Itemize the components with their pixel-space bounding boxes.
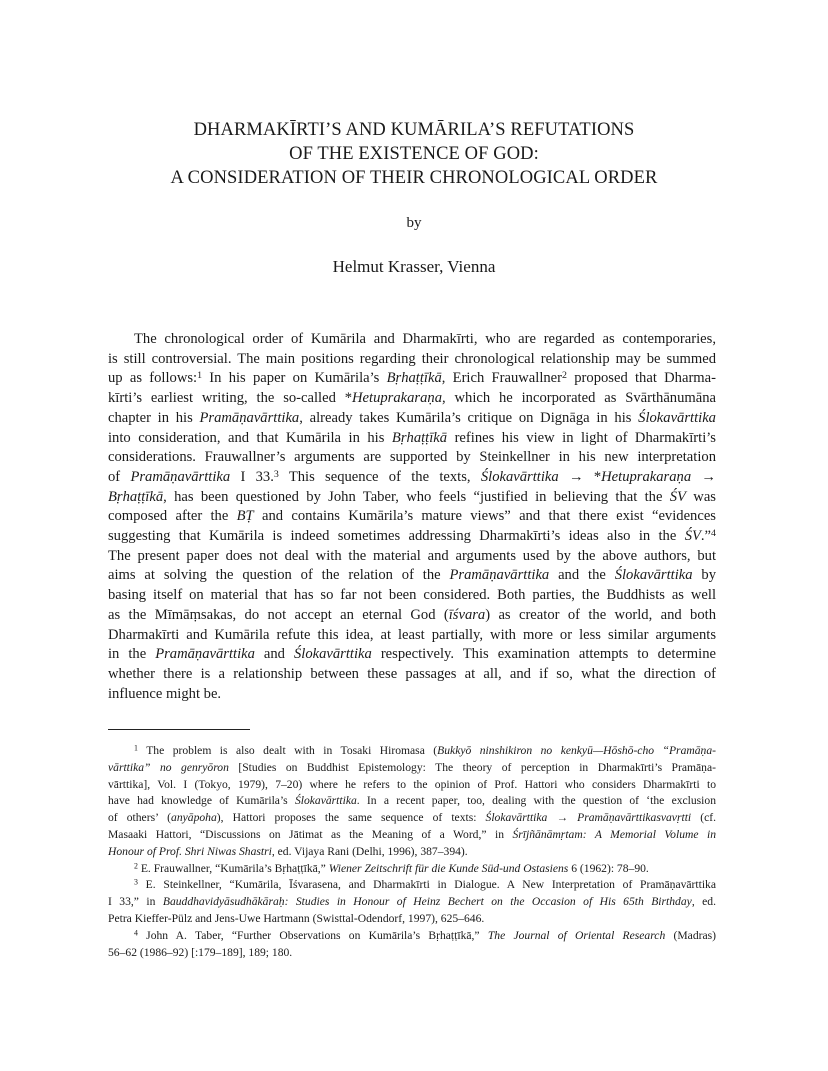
body-line: Dharmakīrti and Kumārila refute this idea, at least partially, with more or less similar arguments [108, 626, 716, 643]
body-line: up as follows:$^1$ In his paper on Kumārila’s Bṛhaṭṭīkā, Erich Frauwallner$^2$ proposed that Dharma- [108, 370, 716, 387]
body-line: Bṛhaṭṭīkā, has been questioned by John Taber, who feels “justified in believing that the ŚV was [108, 488, 716, 505]
footnote-line: Honour of Prof. Shri Niwas Shastri, ed. Vijaya Rani (Delhi, 1996), 387–394). [108, 844, 468, 858]
footnote-line: have had knowledge of Kumārila’s Ślokavārttika. In a recent paper, too, dealing with the question of ‘the exclusion [108, 794, 716, 808]
footnote-line: Masaaki Hattori, “Discussions on Jātimat as the Meaning of a Word,” in Śrījñānāmṛtam: A Memorial Volume in [108, 827, 717, 841]
footnote-line: 56–62 (1986–92) [:179–189], 189; 180. [108, 945, 293, 959]
title-line-2: OF THE EXISTENCE OF GOD: [289, 144, 539, 164]
byline: by [406, 215, 422, 231]
footnote-line: I 33,” in Bauddhavidyāsudhākāraḥ: Studies in Honour of Heinz Bechert on the Occasion of His 65th Birthday, ed. [108, 895, 716, 909]
body-line: is still controversial. The main positions regarding their chronological relationship may be summed [108, 350, 716, 367]
body-line: composed after the BṬ and contains Kumārila’s mature views” and that there exist “evidences [108, 508, 716, 525]
body-line: kīrti’s earliest writing, the so-called *Hetuprakaraṇa, which he incorporated as Svārthānumāna [108, 390, 716, 407]
footnote-ref: 1 [197, 370, 203, 382]
body-line: in the Pramāṇavārttika and Ślokavārttika respectively. This examination attempts to determine [108, 646, 716, 663]
footnote-line: of others’ (anyāpoha), Hattori proposes the same sequence of texts: Ślokavārttika → Pramāṇavārttikasvavṛtti (cf. [108, 811, 716, 825]
footnote-ref: 3 [273, 468, 279, 480]
footnote-3: $^3$ E. Steinkellner, “Kumārila, Īśvarasena, and Dharmakīrti in Dialogue. A New Interpretation of Pramāṇavārttika [134, 878, 716, 892]
body-line: basing itself on material that has so far not been considered. Both parties, the Buddhists as well [108, 587, 716, 604]
title-line-1: DHARMAKĪRTI’S AND KUMĀRILA’S REFUTATIONS [193, 120, 635, 140]
body-line: as the Mīmāṃsakas, do not accept an eternal God (īśvara) as creator of the world, and both [108, 606, 716, 623]
footnote-separator [108, 729, 250, 730]
author-name: Helmut Krasser, Vienna [332, 257, 496, 276]
footnote-4: $^4$ John A. Taber, “Further Observations on Kumārila’s Bṛhaṭṭīkā,” The Journal of Oriental Research (Madras) [134, 928, 716, 942]
footnote-2: $^2$ E. Frauwallner, “Kumārila’s Bṛhaṭṭīkā,” Wiener Zeitschrift für die Kunde Süd-und Ostasiens 6 (1962): 78–90. [134, 861, 649, 875]
body-line: of Pramāṇavārttika I 33.$^3$ This sequence of the texts, Ślokavārttika → *Hetuprakaraṇa → [108, 468, 716, 485]
body-line: whether there is a relationship between these passages at all, and if so, what the direction of [108, 665, 716, 682]
footnote-line: Petra Kieffer-Pülz and Jens-Uwe Hartmann (Swisttal-Odendorf, 1997), 625–646. [108, 911, 485, 925]
body-line: into consideration, and that Kumārila in his Bṛhaṭṭīkā refines his view in light of Dharmakīrti’s [108, 429, 716, 446]
body-line: influence might be. [108, 685, 222, 702]
footnote-1: $^1$ The problem is also dealt with in Tosaki Hiromasa (Bukkyō ninshikiron no kenkyū—Hōshō-cho “Pramāṇa- [134, 743, 716, 757]
body-line: The chronological order of Kumārila and Dharmakīrti, who are regarded as contemporaries, [134, 331, 716, 347]
footnote-line: vārttika], Vol. I (Tokyo, 1979), 7–20) where he refers to the opinion of Prof. Hattori who considers Dharmakīrti to [108, 777, 716, 791]
article-title [0, 118, 828, 190]
footnote-ref: 2 [562, 370, 567, 382]
footnotes [108, 743, 716, 961]
footnote-line: vārttika” no genryōron [Studies on Buddhist Epistemology: The theory of perception in Dharmakīrti’s Pramāṇa- [108, 760, 716, 774]
body-line: considerations. Frauwallner’s arguments are supported by Steinkellner in his new interpretation [108, 449, 716, 466]
body-line: The present paper does not deal with the material and arguments used by the above authors, but [108, 547, 716, 564]
body-line: suggesting that Kumārila is indeed sometimes addressing Dharmakīrti’s ideas also in the ŚV.”$^4$ [108, 527, 716, 545]
body-paragraph [108, 330, 716, 704]
title-line-3: A CONSIDERATION OF THEIR CHRONOLOGICAL ORDER [170, 168, 658, 188]
footnote-ref: 4 [711, 527, 716, 539]
body-line: aims at solving the question of the relation of the Pramāṇavārttika and the Ślokavārttika by [108, 567, 716, 584]
body-line: chapter in his Pramāṇavārttika, already takes Kumārila’s critique on Dignāga in his Ślokavārttika [108, 409, 716, 426]
